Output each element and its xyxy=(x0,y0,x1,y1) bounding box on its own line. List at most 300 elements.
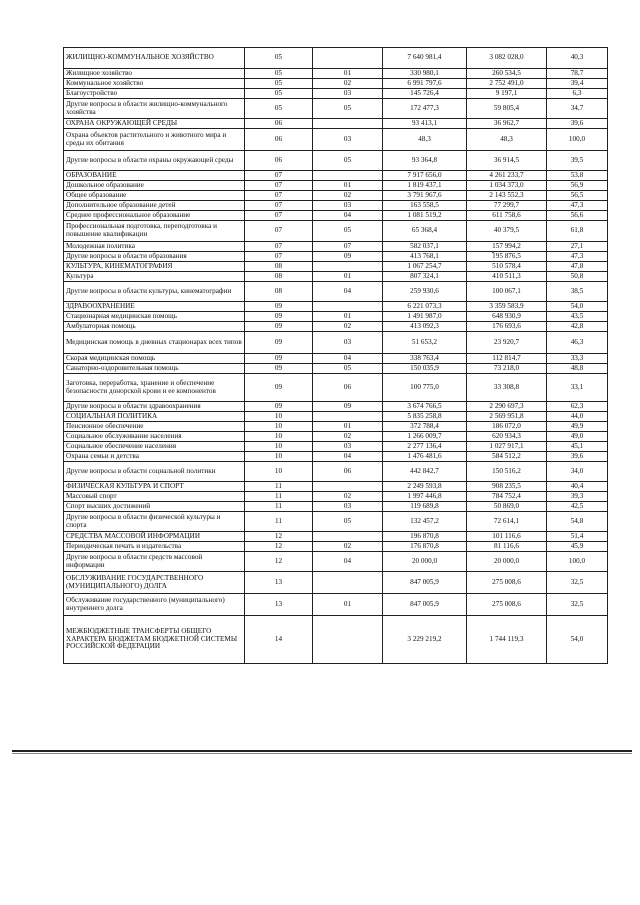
table-section-row xyxy=(64,616,608,664)
table-row xyxy=(64,322,608,332)
row-planned-amount-cell: 1 819 437,1 xyxy=(383,181,467,191)
row-planned-amount-cell: 196 870,8 xyxy=(383,532,467,542)
row-actual-amount-cell: 176 693,6 xyxy=(467,322,547,332)
row-subsection-code-cell xyxy=(313,262,383,272)
row-subsection-code-cell: 01 xyxy=(313,69,383,79)
row-planned-amount-cell: 132 457,2 xyxy=(383,512,467,532)
row-section-code-cell: 10 xyxy=(245,442,313,452)
row-name-cell: Благоустройство xyxy=(64,89,245,99)
row-planned-amount-cell: 847 005,9 xyxy=(383,572,467,594)
row-name-cell: ЖИЛИЩНО-КОММУНАЛЬНОЕ ХОЗЯЙСТВО xyxy=(64,48,245,69)
row-section-code-cell: 10 xyxy=(245,432,313,442)
row-percent-cell: 44,0 xyxy=(547,412,608,422)
table-row xyxy=(64,552,608,572)
row-actual-amount-cell: 48,3 xyxy=(467,129,547,151)
row-planned-amount-cell: 163 558,5 xyxy=(383,201,467,211)
row-subsection-code-cell: 02 xyxy=(313,322,383,332)
row-percent-cell: 54,0 xyxy=(547,302,608,312)
row-name-cell: Санаторно-оздоровительная помощь xyxy=(64,364,245,374)
row-planned-amount-cell: 807 324,1 xyxy=(383,272,467,282)
row-name-cell: ЗДРАВООХРАНЕНИЕ xyxy=(64,302,245,312)
row-actual-amount-cell: 100 067,1 xyxy=(467,282,547,302)
row-planned-amount-cell: 48,3 xyxy=(383,129,467,151)
row-percent-cell: 78,7 xyxy=(547,69,608,79)
row-subsection-code-cell: 01 xyxy=(313,594,383,616)
row-actual-amount-cell: 784 752,4 xyxy=(467,492,547,502)
table-section-row xyxy=(64,48,608,69)
row-section-code-cell: 09 xyxy=(245,364,313,374)
row-percent-cell: 39,6 xyxy=(547,119,608,129)
row-planned-amount-cell: 1 476 481,6 xyxy=(383,452,467,462)
row-name-cell: Спорт высших достижений xyxy=(64,502,245,512)
row-section-code-cell: 06 xyxy=(245,129,313,151)
row-section-code-cell: 07 xyxy=(245,171,313,181)
table-row xyxy=(64,201,608,211)
table-row xyxy=(64,252,608,262)
row-actual-amount-cell: 1 027 917,1 xyxy=(467,442,547,452)
row-name-cell: Заготовка, переработка, хранение и обеспечение безопасности донорской крови и ее компонентов xyxy=(64,374,245,402)
row-section-code-cell: 09 xyxy=(245,354,313,364)
row-section-code-cell: 07 xyxy=(245,221,313,242)
row-section-code-cell: 10 xyxy=(245,412,313,422)
row-name-cell: Среднее профессиональное образование xyxy=(64,211,245,221)
row-section-code-cell: 11 xyxy=(245,482,313,492)
row-percent-cell: 50,8 xyxy=(547,272,608,282)
row-name-cell: Охрана объектов растительного и животного мира и среды их обитания xyxy=(64,129,245,151)
row-name-cell: Коммунальное хозяйство xyxy=(64,79,245,89)
row-subsection-code-cell: 02 xyxy=(313,542,383,552)
row-actual-amount-cell: 2 569 951,8 xyxy=(467,412,547,422)
row-percent-cell: 34,0 xyxy=(547,462,608,482)
table-row xyxy=(64,191,608,201)
row-percent-cell: 100,0 xyxy=(547,552,608,572)
row-subsection-code-cell: 09 xyxy=(313,252,383,262)
row-name-cell: Другие вопросы в области образования xyxy=(64,252,245,262)
table-section-row xyxy=(64,262,608,272)
table-row xyxy=(64,242,608,252)
row-actual-amount-cell: 2 143 552,3 xyxy=(467,191,547,201)
row-percent-cell: 56,9 xyxy=(547,181,608,191)
row-section-code-cell: 09 xyxy=(245,332,313,354)
row-actual-amount-cell: 510 578,4 xyxy=(467,262,547,272)
row-name-cell: Жилищное хозяйство xyxy=(64,69,245,79)
row-subsection-code-cell: 05 xyxy=(313,512,383,532)
row-actual-amount-cell: 40 379,5 xyxy=(467,221,547,242)
row-subsection-code-cell xyxy=(313,616,383,664)
row-percent-cell: 39,4 xyxy=(547,79,608,89)
row-section-code-cell: 06 xyxy=(245,151,313,171)
row-percent-cell: 39,6 xyxy=(547,452,608,462)
table-row xyxy=(64,512,608,532)
row-percent-cell: 6,3 xyxy=(547,89,608,99)
table-section-row xyxy=(64,302,608,312)
row-planned-amount-cell: 93 413,1 xyxy=(383,119,467,129)
row-planned-amount-cell: 6 991 797,6 xyxy=(383,79,467,89)
table-row xyxy=(64,422,608,432)
row-subsection-code-cell xyxy=(313,171,383,181)
row-subsection-code-cell: 04 xyxy=(313,452,383,462)
row-section-code-cell: 05 xyxy=(245,48,313,69)
row-subsection-code-cell: 01 xyxy=(313,312,383,322)
row-planned-amount-cell: 372 788,4 xyxy=(383,422,467,432)
row-section-code-cell: 07 xyxy=(245,242,313,252)
row-percent-cell: 47,3 xyxy=(547,201,608,211)
row-section-code-cell: 06 xyxy=(245,119,313,129)
table-row xyxy=(64,129,608,151)
row-section-code-cell: 05 xyxy=(245,79,313,89)
row-actual-amount-cell: 101 116,6 xyxy=(467,532,547,542)
row-section-code-cell: 07 xyxy=(245,201,313,211)
row-actual-amount-cell: 260 534,5 xyxy=(467,69,547,79)
row-subsection-code-cell: 04 xyxy=(313,354,383,364)
row-subsection-code-cell: 09 xyxy=(313,402,383,412)
row-actual-amount-cell: 611 758,6 xyxy=(467,211,547,221)
row-planned-amount-cell: 413 768,1 xyxy=(383,252,467,262)
row-planned-amount-cell: 2 249 593,8 xyxy=(383,482,467,492)
row-percent-cell: 54,8 xyxy=(547,512,608,532)
table-row xyxy=(64,312,608,322)
row-subsection-code-cell: 01 xyxy=(313,422,383,432)
table-row xyxy=(64,69,608,79)
row-subsection-code-cell: 03 xyxy=(313,502,383,512)
row-actual-amount-cell: 23 920,7 xyxy=(467,332,547,354)
row-actual-amount-cell: 157 994,2 xyxy=(467,242,547,252)
row-planned-amount-cell: 100 775,0 xyxy=(383,374,467,402)
table-row xyxy=(64,374,608,402)
row-section-code-cell: 10 xyxy=(245,452,313,462)
row-actual-amount-cell: 1 744 119,3 xyxy=(467,616,547,664)
row-section-code-cell: 05 xyxy=(245,99,313,119)
row-name-cell: Социальное обслуживание населения xyxy=(64,432,245,442)
row-name-cell: Медицинская помощь в дневных стационарах всех типов xyxy=(64,332,245,354)
row-subsection-code-cell: 01 xyxy=(313,272,383,282)
row-subsection-code-cell: 03 xyxy=(313,89,383,99)
table-section-row xyxy=(64,119,608,129)
row-planned-amount-cell: 442 842,7 xyxy=(383,462,467,482)
row-section-code-cell: 10 xyxy=(245,462,313,482)
table-section-row xyxy=(64,171,608,181)
row-actual-amount-cell: 275 008,6 xyxy=(467,594,547,616)
row-percent-cell: 33,3 xyxy=(547,354,608,364)
row-actual-amount-cell: 3 359 583,9 xyxy=(467,302,547,312)
row-planned-amount-cell: 413 092,3 xyxy=(383,322,467,332)
row-actual-amount-cell: 4 261 233,7 xyxy=(467,171,547,181)
row-name-cell: Культура xyxy=(64,272,245,282)
row-planned-amount-cell: 1 997 446,8 xyxy=(383,492,467,502)
row-name-cell: Другие вопросы в области охраны окружающей среды xyxy=(64,151,245,171)
row-percent-cell: 33,1 xyxy=(547,374,608,402)
row-subsection-code-cell: 05 xyxy=(313,151,383,171)
row-percent-cell: 39,3 xyxy=(547,492,608,502)
row-section-code-cell: 09 xyxy=(245,312,313,322)
row-planned-amount-cell: 2 277 136,4 xyxy=(383,442,467,452)
row-percent-cell: 27,1 xyxy=(547,242,608,252)
row-name-cell: Другие вопросы в области культуры, кинематографии xyxy=(64,282,245,302)
row-planned-amount-cell: 150 035,9 xyxy=(383,364,467,374)
row-percent-cell: 46,3 xyxy=(547,332,608,354)
row-name-cell: Другие вопросы в области социальной политики xyxy=(64,462,245,482)
row-section-code-cell: 11 xyxy=(245,512,313,532)
table-row xyxy=(64,151,608,171)
row-planned-amount-cell: 20 000,0 xyxy=(383,552,467,572)
table-row xyxy=(64,99,608,119)
row-planned-amount-cell: 338 763,4 xyxy=(383,354,467,364)
row-percent-cell: 54,0 xyxy=(547,616,608,664)
row-name-cell: Другие вопросы в области жилищно-коммунального хозяйства xyxy=(64,99,245,119)
row-planned-amount-cell: 176 870,8 xyxy=(383,542,467,552)
row-section-code-cell: 08 xyxy=(245,272,313,282)
row-actual-amount-cell: 150 516,2 xyxy=(467,462,547,482)
row-actual-amount-cell: 50 869,0 xyxy=(467,502,547,512)
table-section-row xyxy=(64,532,608,542)
row-percent-cell: 45,9 xyxy=(547,542,608,552)
row-section-code-cell: 09 xyxy=(245,374,313,402)
row-actual-amount-cell: 81 116,6 xyxy=(467,542,547,552)
table-row xyxy=(64,332,608,354)
row-planned-amount-cell: 1 081 519,2 xyxy=(383,211,467,221)
table-section-row xyxy=(64,482,608,492)
row-name-cell: Социальное обеспечение населения xyxy=(64,442,245,452)
row-planned-amount-cell: 6 221 073,3 xyxy=(383,302,467,312)
row-actual-amount-cell: 20 000,0 xyxy=(467,552,547,572)
row-name-cell: ОБРАЗОВАНИЕ xyxy=(64,171,245,181)
row-percent-cell: 48,8 xyxy=(547,364,608,374)
row-actual-amount-cell: 186 072,0 xyxy=(467,422,547,432)
row-subsection-code-cell: 03 xyxy=(313,442,383,452)
row-subsection-code-cell: 06 xyxy=(313,374,383,402)
row-planned-amount-cell: 7 640 981,4 xyxy=(383,48,467,69)
row-subsection-code-cell xyxy=(313,302,383,312)
row-section-code-cell: 07 xyxy=(245,181,313,191)
row-subsection-code-cell: 02 xyxy=(313,492,383,502)
row-name-cell: Другие вопросы в области здравоохранения xyxy=(64,402,245,412)
row-section-code-cell: 09 xyxy=(245,402,313,412)
row-planned-amount-cell: 330 980,1 xyxy=(383,69,467,79)
row-planned-amount-cell: 1 266 009,7 xyxy=(383,432,467,442)
row-name-cell: КУЛЬТУРА, КИНЕМАТОГРАФИЯ xyxy=(64,262,245,272)
row-name-cell: Стационарная медицинская помощь xyxy=(64,312,245,322)
row-section-code-cell: 07 xyxy=(245,211,313,221)
row-planned-amount-cell: 1 067 254,7 xyxy=(383,262,467,272)
row-name-cell: Другие вопросы в области средств массовой информации xyxy=(64,552,245,572)
row-planned-amount-cell: 3 674 766,5 xyxy=(383,402,467,412)
row-section-code-cell: 12 xyxy=(245,532,313,542)
row-subsection-code-cell: 05 xyxy=(313,364,383,374)
row-subsection-code-cell: 03 xyxy=(313,201,383,211)
table-row xyxy=(64,211,608,221)
row-percent-cell: 61,8 xyxy=(547,221,608,242)
row-actual-amount-cell: 620 934,3 xyxy=(467,432,547,442)
row-subsection-code-cell: 07 xyxy=(313,242,383,252)
row-actual-amount-cell: 2 752 491,0 xyxy=(467,79,547,89)
row-actual-amount-cell: 648 930,9 xyxy=(467,312,547,322)
row-name-cell: Периодическая печать и издательства xyxy=(64,542,245,552)
row-name-cell: Дошкольное образование xyxy=(64,181,245,191)
row-percent-cell: 39,5 xyxy=(547,151,608,171)
row-planned-amount-cell: 847 005,9 xyxy=(383,594,467,616)
row-planned-amount-cell: 582 037,1 xyxy=(383,242,467,252)
row-subsection-code-cell: 04 xyxy=(313,552,383,572)
row-percent-cell: 42,8 xyxy=(547,322,608,332)
row-percent-cell: 47,8 xyxy=(547,262,608,272)
table-row xyxy=(64,542,608,552)
row-planned-amount-cell: 172 477,3 xyxy=(383,99,467,119)
row-actual-amount-cell: 73 218,0 xyxy=(467,364,547,374)
row-actual-amount-cell: 36 914,5 xyxy=(467,151,547,171)
row-percent-cell: 47,3 xyxy=(547,252,608,262)
row-planned-amount-cell: 3 791 967,6 xyxy=(383,191,467,201)
table-section-row xyxy=(64,572,608,594)
row-percent-cell: 32,5 xyxy=(547,594,608,616)
row-name-cell: Охрана семьи и детства xyxy=(64,452,245,462)
row-actual-amount-cell: 36 962,7 xyxy=(467,119,547,129)
row-section-code-cell: 13 xyxy=(245,572,313,594)
row-subsection-code-cell xyxy=(313,48,383,69)
row-section-code-cell: 09 xyxy=(245,322,313,332)
row-subsection-code-cell: 03 xyxy=(313,129,383,151)
row-name-cell: Молодежная политика xyxy=(64,242,245,252)
row-section-code-cell: 09 xyxy=(245,302,313,312)
row-planned-amount-cell: 7 917 656,0 xyxy=(383,171,467,181)
table-row xyxy=(64,492,608,502)
row-subsection-code-cell xyxy=(313,119,383,129)
row-actual-amount-cell: 275 008,6 xyxy=(467,572,547,594)
row-planned-amount-cell: 65 368,4 xyxy=(383,221,467,242)
table-row xyxy=(64,402,608,412)
row-percent-cell: 43,5 xyxy=(547,312,608,322)
row-planned-amount-cell: 119 689,8 xyxy=(383,502,467,512)
row-section-code-cell: 05 xyxy=(245,69,313,79)
row-percent-cell: 49,0 xyxy=(547,432,608,442)
table-row xyxy=(64,432,608,442)
row-name-cell: Общее образование xyxy=(64,191,245,201)
table-row xyxy=(64,442,608,452)
row-planned-amount-cell: 1 491 987,0 xyxy=(383,312,467,322)
row-actual-amount-cell: 9 197,1 xyxy=(467,89,547,99)
scan-speck xyxy=(492,251,494,253)
row-name-cell: ОХРАНА ОКРУЖАЮЩЕЙ СРЕДЫ xyxy=(64,119,245,129)
row-percent-cell: 45,1 xyxy=(547,442,608,452)
row-subsection-code-cell xyxy=(313,572,383,594)
table-row xyxy=(64,354,608,364)
row-section-code-cell: 11 xyxy=(245,492,313,502)
row-name-cell: Профессиональная подготовка, переподготовка и повышение квалификации xyxy=(64,221,245,242)
row-section-code-cell: 12 xyxy=(245,542,313,552)
page-divider-line xyxy=(12,750,632,752)
table-row xyxy=(64,594,608,616)
row-section-code-cell: 11 xyxy=(245,502,313,512)
row-section-code-cell: 05 xyxy=(245,89,313,99)
row-subsection-code-cell: 02 xyxy=(313,191,383,201)
row-section-code-cell: 08 xyxy=(245,282,313,302)
row-subsection-code-cell: 02 xyxy=(313,432,383,442)
row-actual-amount-cell: 195 876,5 xyxy=(467,252,547,262)
row-percent-cell: 40,4 xyxy=(547,482,608,492)
row-name-cell: МЕЖБЮДЖЕТНЫЕ ТРАНСФЕРТЫ ОБЩЕГО ХАРАКТЕРА БЮДЖЕТАМ БЮДЖЕТНОЙ СИСТЕМЫ РОССИЙСКОЙ ФЕДЕРАЦИИ xyxy=(64,616,245,664)
row-name-cell: Скорая медицинская помощь xyxy=(64,354,245,364)
row-actual-amount-cell: 77 299,7 xyxy=(467,201,547,211)
row-name-cell: Обслуживание государственного (муниципального) внутреннего долга xyxy=(64,594,245,616)
row-subsection-code-cell: 02 xyxy=(313,79,383,89)
row-planned-amount-cell: 5 835 258,8 xyxy=(383,412,467,422)
table-row xyxy=(64,79,608,89)
row-percent-cell: 100,0 xyxy=(547,129,608,151)
row-section-code-cell: 14 xyxy=(245,616,313,664)
row-subsection-code-cell xyxy=(313,482,383,492)
row-planned-amount-cell: 259 930,6 xyxy=(383,282,467,302)
row-percent-cell: 53,8 xyxy=(547,171,608,181)
row-actual-amount-cell: 59 805,4 xyxy=(467,99,547,119)
table-row xyxy=(64,89,608,99)
row-name-cell: Пенсионное обеспечение xyxy=(64,422,245,432)
row-percent-cell: 38,5 xyxy=(547,282,608,302)
table-row xyxy=(64,272,608,282)
row-subsection-code-cell: 03 xyxy=(313,332,383,354)
row-planned-amount-cell: 145 726,4 xyxy=(383,89,467,99)
row-actual-amount-cell: 33 308,8 xyxy=(467,374,547,402)
row-percent-cell: 42,5 xyxy=(547,502,608,512)
row-percent-cell: 56,6 xyxy=(547,211,608,221)
row-percent-cell: 56,5 xyxy=(547,191,608,201)
row-percent-cell: 49,9 xyxy=(547,422,608,432)
row-name-cell: ОБСЛУЖИВАНИЕ ГОСУДАРСТВЕННОГО (МУНИЦИПАЛЬНОГО) ДОЛГА xyxy=(64,572,245,594)
row-name-cell: Массовый спорт xyxy=(64,492,245,502)
row-subsection-code-cell: 04 xyxy=(313,282,383,302)
row-section-code-cell: 08 xyxy=(245,262,313,272)
budget-table-body xyxy=(64,48,608,664)
row-percent-cell: 40,3 xyxy=(547,48,608,69)
row-actual-amount-cell: 908 235,5 xyxy=(467,482,547,492)
table-row xyxy=(64,364,608,374)
table-row xyxy=(64,502,608,512)
table-row xyxy=(64,181,608,191)
row-section-code-cell: 13 xyxy=(245,594,313,616)
budget-table xyxy=(63,47,608,664)
table-row xyxy=(64,221,608,242)
row-percent-cell: 51,4 xyxy=(547,532,608,542)
row-name-cell: Амбулаторная помощь xyxy=(64,322,245,332)
row-name-cell: СОЦИАЛЬНАЯ ПОЛИТИКА xyxy=(64,412,245,422)
table-row xyxy=(64,282,608,302)
row-section-code-cell: 10 xyxy=(245,422,313,432)
row-actual-amount-cell: 1 034 373,0 xyxy=(467,181,547,191)
row-subsection-code-cell: 05 xyxy=(313,99,383,119)
row-subsection-code-cell xyxy=(313,532,383,542)
row-actual-amount-cell: 72 614,1 xyxy=(467,512,547,532)
row-subsection-code-cell: 05 xyxy=(313,221,383,242)
table-section-row xyxy=(64,412,608,422)
row-subsection-code-cell: 06 xyxy=(313,462,383,482)
table-row xyxy=(64,452,608,462)
row-percent-cell: 62,3 xyxy=(547,402,608,412)
row-actual-amount-cell: 584 512,2 xyxy=(467,452,547,462)
row-name-cell: Другие вопросы в области физической культуры и спорта xyxy=(64,512,245,532)
row-section-code-cell: 12 xyxy=(245,552,313,572)
row-section-code-cell: 07 xyxy=(245,252,313,262)
row-actual-amount-cell: 112 814,7 xyxy=(467,354,547,364)
row-actual-amount-cell: 3 082 028,0 xyxy=(467,48,547,69)
row-planned-amount-cell: 93 364,8 xyxy=(383,151,467,171)
row-actual-amount-cell: 2 290 697,3 xyxy=(467,402,547,412)
row-subsection-code-cell xyxy=(313,412,383,422)
row-subsection-code-cell: 04 xyxy=(313,211,383,221)
table-row xyxy=(64,462,608,482)
row-planned-amount-cell: 51 653,2 xyxy=(383,332,467,354)
row-percent-cell: 34,7 xyxy=(547,99,608,119)
row-name-cell: Дополнительное образование детей xyxy=(64,201,245,211)
row-name-cell: СРЕДСТВА МАССОВОЙ ИНФОРМАЦИИ xyxy=(64,532,245,542)
row-actual-amount-cell: 410 511,3 xyxy=(467,272,547,282)
